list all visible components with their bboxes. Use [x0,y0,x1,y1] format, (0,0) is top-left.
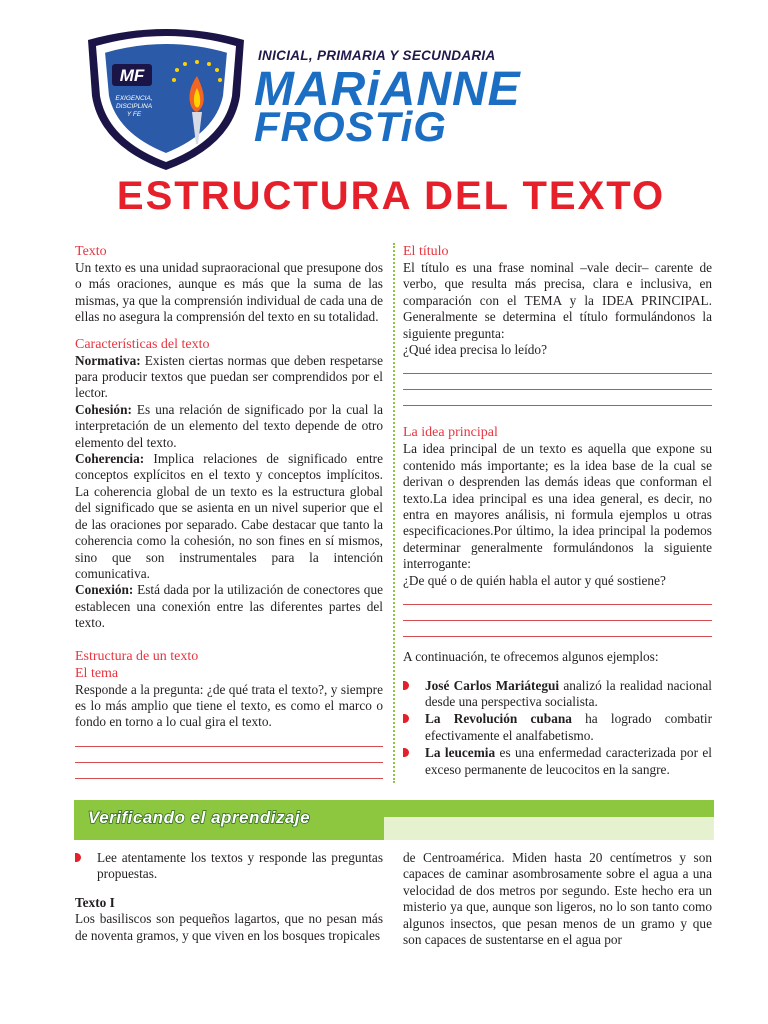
caracteristicas-heading: Características del texto [75,336,210,352]
example-item [403,678,712,711]
answer-line[interactable] [403,390,712,406]
column-divider [393,243,395,783]
bottom-right-column [403,850,712,948]
coherencia-body: Implica relaciones de significado entre conceptos explícitos en el texto y conceptos implícitos. La coherencia global de un texto es la estructura global del significado que se asienta en un nivel superior que el de las oraciones por separado. Cabe destacar que tanto la coherencia como la cohesión, no son fines en sí mismos, sino que son instrumentales para la intención comunicativa. [75,451,383,581]
examples-intro: A continuación, te ofrecemos algunos ejemplos: [403,649,659,665]
instruction-text: Lee atentamente los textos y responde las preguntas propuestas. [97,850,383,882]
cohesion-paragraph [75,402,383,451]
left-column [75,243,383,779]
texto1-body: Los basiliscos son pequeños lagartos, que no pesan más de noventa gramos, y que viven en los bosques tropicales [75,911,383,943]
shield-motto-2: DISCIPLINA [115,103,153,110]
bullet-icon [403,681,409,690]
answer-line[interactable] [403,358,712,374]
example-term: La Revolución cubana [425,711,572,727]
example-text: es una enfermedad caracterizada por el exceso permanente de leucocitos en la sangre. [425,745,712,777]
answer-line[interactable] [403,374,712,390]
brand-name-line2: FROSTiG [254,103,447,150]
coherencia-term: Coherencia: [75,451,145,467]
instruction-item [75,850,383,883]
cohesion-body: Es una relación de significado por la cual la interpretación de un elemento del texto depende de otro elemento del texto. [75,401,383,450]
answer-line[interactable] [403,589,712,605]
answer-line[interactable] [75,763,383,779]
example-term: José Carlos Mariátegui [425,677,560,693]
texto1-continuation: de Centroamérica. Miden hasta 20 centímetros y son capaces de caminar asombrosamente sobre el agua a una velocidad de dos metros por segundo. Este hecho era un misterio ya que, aunque son ligeros, no lo son tanto como algunos insectos, que pesan menos de un gramo y que son capaces de sustentarse en el agua por [403,850,712,948]
conexion-body: Está dada por la utilización de conectores que establecen una conexión entre las diferentes partes del texto. [75,582,383,631]
estructura-heading: Estructura de un texto [75,648,199,664]
example-text: analizó la realidad nacional desde una perspectiva socialista. [425,677,712,709]
normativa-term: Normativa: [75,352,141,368]
texto-heading: Texto [75,244,107,259]
conexion-term: Conexión: [75,582,134,598]
titulo-body: El título es una frase nominal –vale decir– carente de verbo, que resulta más precisa, clara e inclusiva, en comparación con el TEMA y la IDEA PRINCIPAL. Generalmente se determina el título formulándonos la siguiente pregunta: [403,260,712,341]
bullet-icon [403,748,409,757]
cohesion-term: Cohesión: [75,401,132,417]
section-banner-label: Verificando el aprendizaje [88,808,311,827]
conexion-paragraph [75,582,383,631]
titulo-heading: El título [403,244,449,259]
school-shield-logo [82,26,250,172]
normativa-body: Existen ciertas normas que deben respetarse para producir textos que puedan ser comprendidos por el lector. [75,352,383,401]
school-subtitle: INICIAL, PRIMARIA Y SECUNDARIA [258,48,496,63]
example-item [403,711,712,744]
texto1-heading: Texto I [75,894,115,910]
normativa-paragraph [75,353,383,402]
bullet-icon [75,853,81,862]
answer-line[interactable] [403,605,712,621]
texto-body: Un texto es una unidad supraoracional que presupone dos o más oraciones, aunque es más que la suma de las mismas, ya que la comprensión individual de cada una de ellas no asegura la comprensión del texto en su totalidad. [75,260,383,325]
brand-name-line1: MARiANNE [254,63,521,116]
coherencia-paragraph [75,451,383,582]
answer-line[interactable] [403,621,712,637]
shield-motto-1: EXIGENCIA, [115,95,153,102]
shield-motto-3: Y FE [126,111,142,118]
shield-initials: MF [119,66,145,85]
idea-heading: La idea principal [403,425,498,441]
bottom-left-column [75,850,383,944]
idea-body: La idea principal de un texto es aquella que expone su contenido más importante; es la idea base de la cual se derivan o desprenden las demás ideas que conforman el texto.La idea principal es una idea general, es decir, no entra en mayores análisis, ni formula ejemplos u otras especificaciones.Por último, la idea principal la podemos determinar generalmente formulándonos la siguiente interrogante: [403,441,712,572]
example-item [403,745,712,778]
titulo-question: ¿Qué idea precisa lo leído? [403,342,547,358]
example-term: La leucemia [425,745,496,761]
idea-question: ¿De qué o de quién habla el autor y qué sostiene? [403,572,666,588]
bullet-icon [403,714,409,723]
answer-line[interactable] [75,747,383,763]
tema-body: Responde a la pregunta: ¿de qué trata el texto?, y siempre es lo más amplio que tiene el texto, es como el marco o fondo en torno a lo cual gira el texto. [75,681,383,730]
answer-line[interactable] [75,731,383,747]
tema-heading: El tema [75,665,119,681]
example-text: ha logrado combatir efectivamente el analfabetismo. [425,711,712,743]
section-banner-highlight [384,817,714,840]
right-column [403,243,712,778]
page-title: ESTRUCTURA DEL TEXTO [116,174,666,218]
